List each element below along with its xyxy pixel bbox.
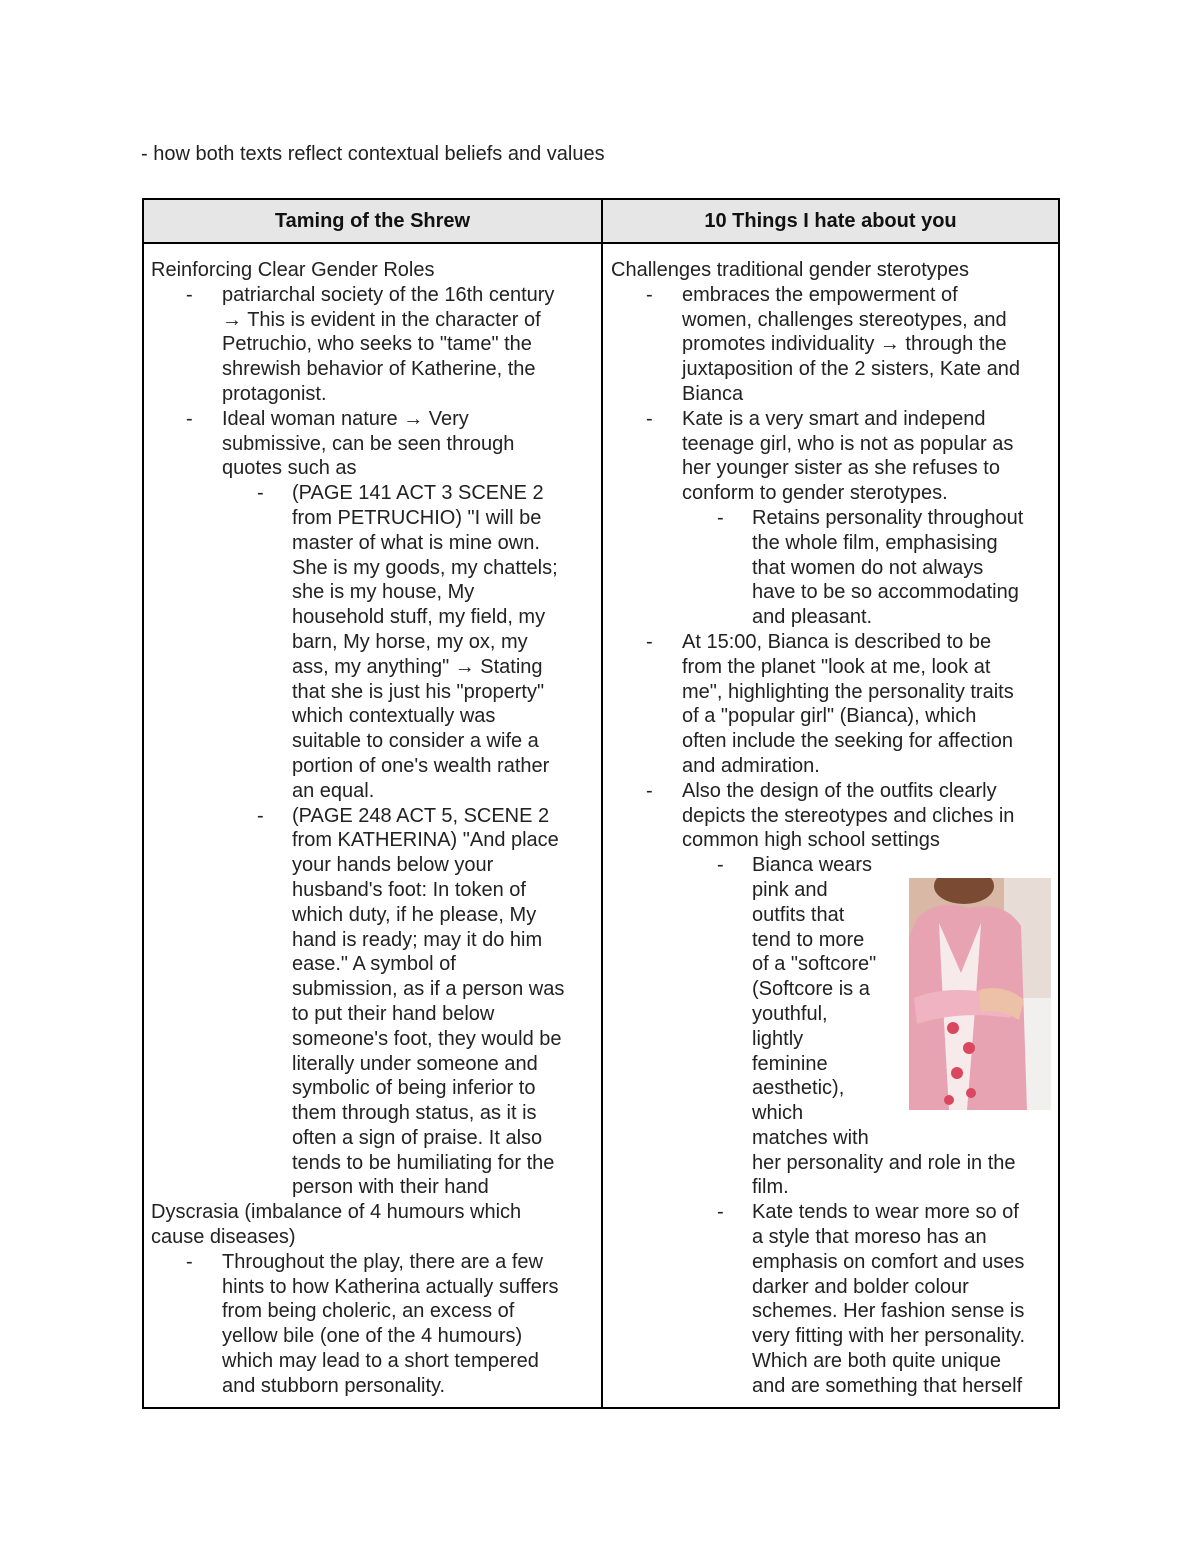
text-line — [611, 258, 1051, 283]
line-text: feminine — [752, 1052, 828, 1075]
text-line — [611, 1299, 1051, 1324]
line-text: which may lead to a short tempered — [222, 1350, 539, 1373]
text-line — [151, 828, 591, 853]
line-text: from KATHERINA) "And place — [292, 829, 559, 852]
text-line — [611, 1225, 1051, 1250]
line-text: embraces the empowerment of — [682, 283, 958, 306]
line-text: juxtaposition of the 2 sisters, Kate and — [682, 358, 1020, 381]
text-line — [151, 531, 591, 556]
text-line — [611, 704, 1051, 729]
text-line — [611, 853, 1051, 878]
text-line — [611, 1324, 1051, 1349]
text-line — [611, 332, 1051, 357]
text-line — [611, 1126, 1051, 1151]
text-line — [611, 580, 1051, 605]
bullet-dash: - — [186, 1250, 193, 1273]
line-text: Ideal woman nature → Very — [222, 407, 469, 430]
text-line — [151, 1225, 591, 1250]
text-line — [151, 878, 591, 903]
line-text: hand is ready; may it do him — [292, 928, 543, 951]
line-text: schemes. Her fashion sense is — [752, 1300, 1025, 1323]
text-line — [151, 1002, 591, 1027]
text-line — [611, 308, 1051, 333]
text-line — [611, 1151, 1051, 1176]
text-line — [611, 1250, 1051, 1275]
text-line — [611, 481, 1051, 506]
line-text: matches with — [752, 1126, 869, 1149]
text-line — [611, 1349, 1051, 1374]
text-line — [151, 456, 591, 481]
text-line — [611, 556, 1051, 581]
line-text: She is my goods, my chattels; — [292, 556, 558, 579]
text-line — [611, 630, 1051, 655]
line-text: (Softcore is a — [752, 978, 870, 1001]
text-line — [151, 506, 591, 531]
bullet-dash: - — [646, 283, 653, 306]
line-text: her younger sister as she refuses to — [682, 457, 1000, 480]
line-text: master of what is mine own. — [292, 531, 540, 554]
text-line — [611, 655, 1051, 680]
line-text: and admiration. — [682, 754, 820, 777]
line-text: Throughout the play, there are a few — [222, 1250, 543, 1273]
line-text: a style that moreso has an — [752, 1226, 987, 1249]
text-line — [611, 506, 1051, 531]
text-line — [611, 1200, 1051, 1225]
line-text: women, challenges stereotypes, and — [682, 308, 1007, 331]
line-text: ease." A symbol of — [292, 953, 456, 976]
line-text: your hands below your — [292, 854, 494, 877]
line-text: ass, my anything" → Stating — [292, 655, 543, 678]
line-text: the whole film, emphasising — [752, 531, 998, 554]
text-line — [611, 779, 1051, 804]
line-text: aesthetic), — [752, 1077, 845, 1100]
text-line — [151, 580, 591, 605]
bullet-dash: - — [717, 506, 724, 529]
line-text: protagonist. — [222, 382, 327, 405]
text-line — [151, 605, 591, 630]
bullet-dash: - — [646, 779, 653, 802]
line-text: symbolic of being inferior to — [292, 1077, 536, 1100]
line-text: that women do not always — [752, 556, 984, 579]
header-taming-of-the-shrew: Taming of the Shrew — [274, 210, 471, 232]
bullet-dash: - — [646, 630, 653, 653]
text-line — [151, 1076, 591, 1101]
text-line — [151, 1299, 591, 1324]
text-line — [151, 1052, 591, 1077]
line-text: Bianca — [682, 382, 744, 405]
bullet-dash: - — [646, 407, 653, 430]
line-text: Challenges traditional gender sterotypes — [611, 259, 969, 281]
text-line — [151, 556, 591, 581]
text-line — [151, 1275, 591, 1300]
line-text: person with their hand — [292, 1176, 489, 1199]
line-text: patriarchal society of the 16th century — [222, 283, 555, 306]
text-line — [151, 704, 591, 729]
text-line — [151, 977, 591, 1002]
line-text: have to be so accommodating — [752, 581, 1019, 604]
text-line — [151, 1126, 591, 1151]
line-text: yellow bile (one of the 4 humours) — [222, 1325, 523, 1348]
bianca-outfit-photo — [909, 878, 1051, 1110]
line-text: Petruchio, who seeks to "tame" the — [222, 333, 532, 356]
text-line — [151, 754, 591, 779]
line-text: film. — [752, 1176, 789, 1199]
line-text: of a "popular girl" (Bianca), which — [682, 705, 977, 728]
line-text: them through status, as it is — [292, 1102, 537, 1125]
line-text: to put their hand below — [292, 1002, 495, 1025]
line-text: darker and bolder colour — [752, 1275, 969, 1298]
text-line — [151, 729, 591, 754]
line-text: tend to more — [752, 928, 865, 951]
line-text: which — [752, 1102, 804, 1125]
bullet-dash: - — [717, 1201, 724, 1224]
line-text: and are something that herself — [752, 1374, 1023, 1397]
line-text: she is my house, My — [292, 581, 475, 604]
line-text: hints to how Katherina actually suffers — [222, 1275, 559, 1298]
text-line — [151, 630, 591, 655]
text-line — [151, 928, 591, 953]
line-text: Kate tends to wear more so of — [752, 1201, 1019, 1224]
bullet-dash: - — [186, 407, 193, 430]
header-10-things: 10 Things I hate about you — [704, 210, 957, 232]
line-text: of a "softcore" — [752, 953, 877, 976]
line-text: submissive, can be seen through — [222, 432, 515, 455]
line-text: common high school settings — [682, 829, 940, 852]
text-line — [611, 828, 1051, 853]
text-line — [151, 680, 591, 705]
line-text: often include the seeking for affection — [682, 730, 1013, 753]
line-text: an equal. — [292, 779, 375, 802]
text-line — [151, 804, 591, 829]
text-line — [151, 258, 591, 283]
line-text: often a sign of praise. It also — [292, 1126, 543, 1149]
column-divider — [601, 200, 603, 1407]
text-line — [151, 332, 591, 357]
line-text: me", highlighting the personality traits — [682, 680, 1014, 703]
line-text: that she is just his "property" — [292, 680, 545, 703]
text-line — [151, 1175, 591, 1200]
text-line — [611, 804, 1051, 829]
text-line — [611, 1374, 1051, 1399]
text-line — [611, 729, 1051, 754]
line-text: At 15:00, Bianca is described to be — [682, 630, 992, 653]
text-line — [611, 754, 1051, 779]
line-text: which contextually was — [292, 705, 496, 728]
text-line — [151, 853, 591, 878]
text-line — [151, 952, 591, 977]
text-line — [611, 283, 1051, 308]
comparison-table — [142, 198, 1060, 1409]
text-line — [151, 283, 591, 308]
line-text: household stuff, my field, my — [292, 606, 546, 629]
text-line — [151, 903, 591, 928]
text-line — [151, 655, 591, 680]
text-line — [151, 1349, 591, 1374]
right-column-content — [611, 258, 1051, 1399]
left-column-content — [151, 258, 591, 1399]
text-line — [151, 432, 591, 457]
text-line — [151, 1151, 591, 1176]
line-text: barn, My horse, my ox, my — [292, 630, 528, 653]
text-line — [611, 605, 1051, 630]
text-line — [611, 1175, 1051, 1200]
line-text: shrewish behavior of Katherine, the — [222, 358, 536, 381]
text-line — [611, 680, 1051, 705]
line-text: quotes such as — [222, 457, 357, 480]
line-text: Which are both quite unique — [752, 1350, 1002, 1373]
line-text: very fitting with her personality. — [752, 1325, 1026, 1348]
line-text: Retains personality throughout — [752, 506, 1024, 529]
line-text: from being choleric, an excess of — [222, 1300, 515, 1323]
text-line — [151, 1374, 591, 1399]
line-text: Dyscrasia (imbalance of 4 humours which — [151, 1201, 522, 1224]
line-text: Kate is a very smart and independ — [682, 407, 986, 430]
text-line — [151, 1101, 591, 1126]
bianca-photo-illustration — [909, 878, 1051, 1110]
line-text: from PETRUCHIO) "I will be — [292, 506, 542, 529]
line-text: (PAGE 248 ACT 5, SCENE 2 — [292, 804, 550, 827]
line-text: which duty, if he please, My — [292, 903, 537, 926]
bullet-dash: - — [257, 482, 264, 505]
line-text: Bianca wears — [752, 854, 873, 877]
line-text: pink and — [752, 878, 828, 901]
line-text: youthful, — [752, 1002, 828, 1025]
line-text: husband's foot: In token of — [292, 878, 526, 901]
bullet-dash: - — [257, 804, 264, 827]
line-text: (PAGE 141 ACT 3 SCENE 2 — [292, 482, 544, 505]
text-line — [611, 407, 1051, 432]
line-text: → This is evident in the character of — [222, 308, 541, 331]
line-text: depicts the stereotypes and cliches in — [682, 804, 1015, 827]
bullet-dash: - — [186, 283, 193, 306]
line-text: conform to gender sterotypes. — [682, 482, 948, 505]
text-line — [151, 382, 591, 407]
line-text: and stubborn personality. — [222, 1374, 446, 1397]
text-line — [151, 1027, 591, 1052]
line-text: her personality and role in the — [752, 1151, 1016, 1174]
line-text: from the planet "look at me, look at — [682, 655, 991, 678]
text-line — [151, 407, 591, 432]
line-text: tends to be humiliating for the — [292, 1151, 555, 1174]
line-text: literally under someone and — [292, 1052, 538, 1075]
line-text: cause diseases) — [151, 1226, 296, 1249]
text-line — [611, 382, 1051, 407]
text-line — [151, 1200, 591, 1225]
text-line — [151, 308, 591, 333]
text-line — [151, 357, 591, 382]
text-line — [611, 456, 1051, 481]
line-text: Also the design of the outfits clearly — [682, 779, 997, 802]
text-line — [611, 357, 1051, 382]
line-text: someone's foot, they would be — [292, 1027, 562, 1050]
text-line — [611, 531, 1051, 556]
text-line — [151, 1250, 591, 1275]
line-text: Reinforcing Clear Gender Roles — [151, 259, 435, 281]
text-line — [611, 1275, 1051, 1300]
line-text: submission, as if a person was — [292, 978, 565, 1001]
bullet-dash: - — [717, 854, 724, 877]
text-line — [151, 779, 591, 804]
line-text: portion of one's wealth rather — [292, 754, 550, 777]
line-text: promotes individuality → through the — [682, 333, 1007, 356]
intro-text: - how both texts reflect contextual beliefs and values — [141, 143, 605, 165]
line-text: and pleasant. — [752, 606, 873, 629]
line-text: suitable to consider a wife a — [292, 730, 539, 753]
line-text: teenage girl, who is not as popular as — [682, 432, 1014, 455]
text-line — [611, 432, 1051, 457]
text-line — [151, 481, 591, 506]
line-text: lightly — [752, 1027, 804, 1050]
text-line — [151, 1324, 591, 1349]
line-text: emphasis on comfort and uses — [752, 1250, 1025, 1273]
line-text: outfits that — [752, 903, 845, 926]
